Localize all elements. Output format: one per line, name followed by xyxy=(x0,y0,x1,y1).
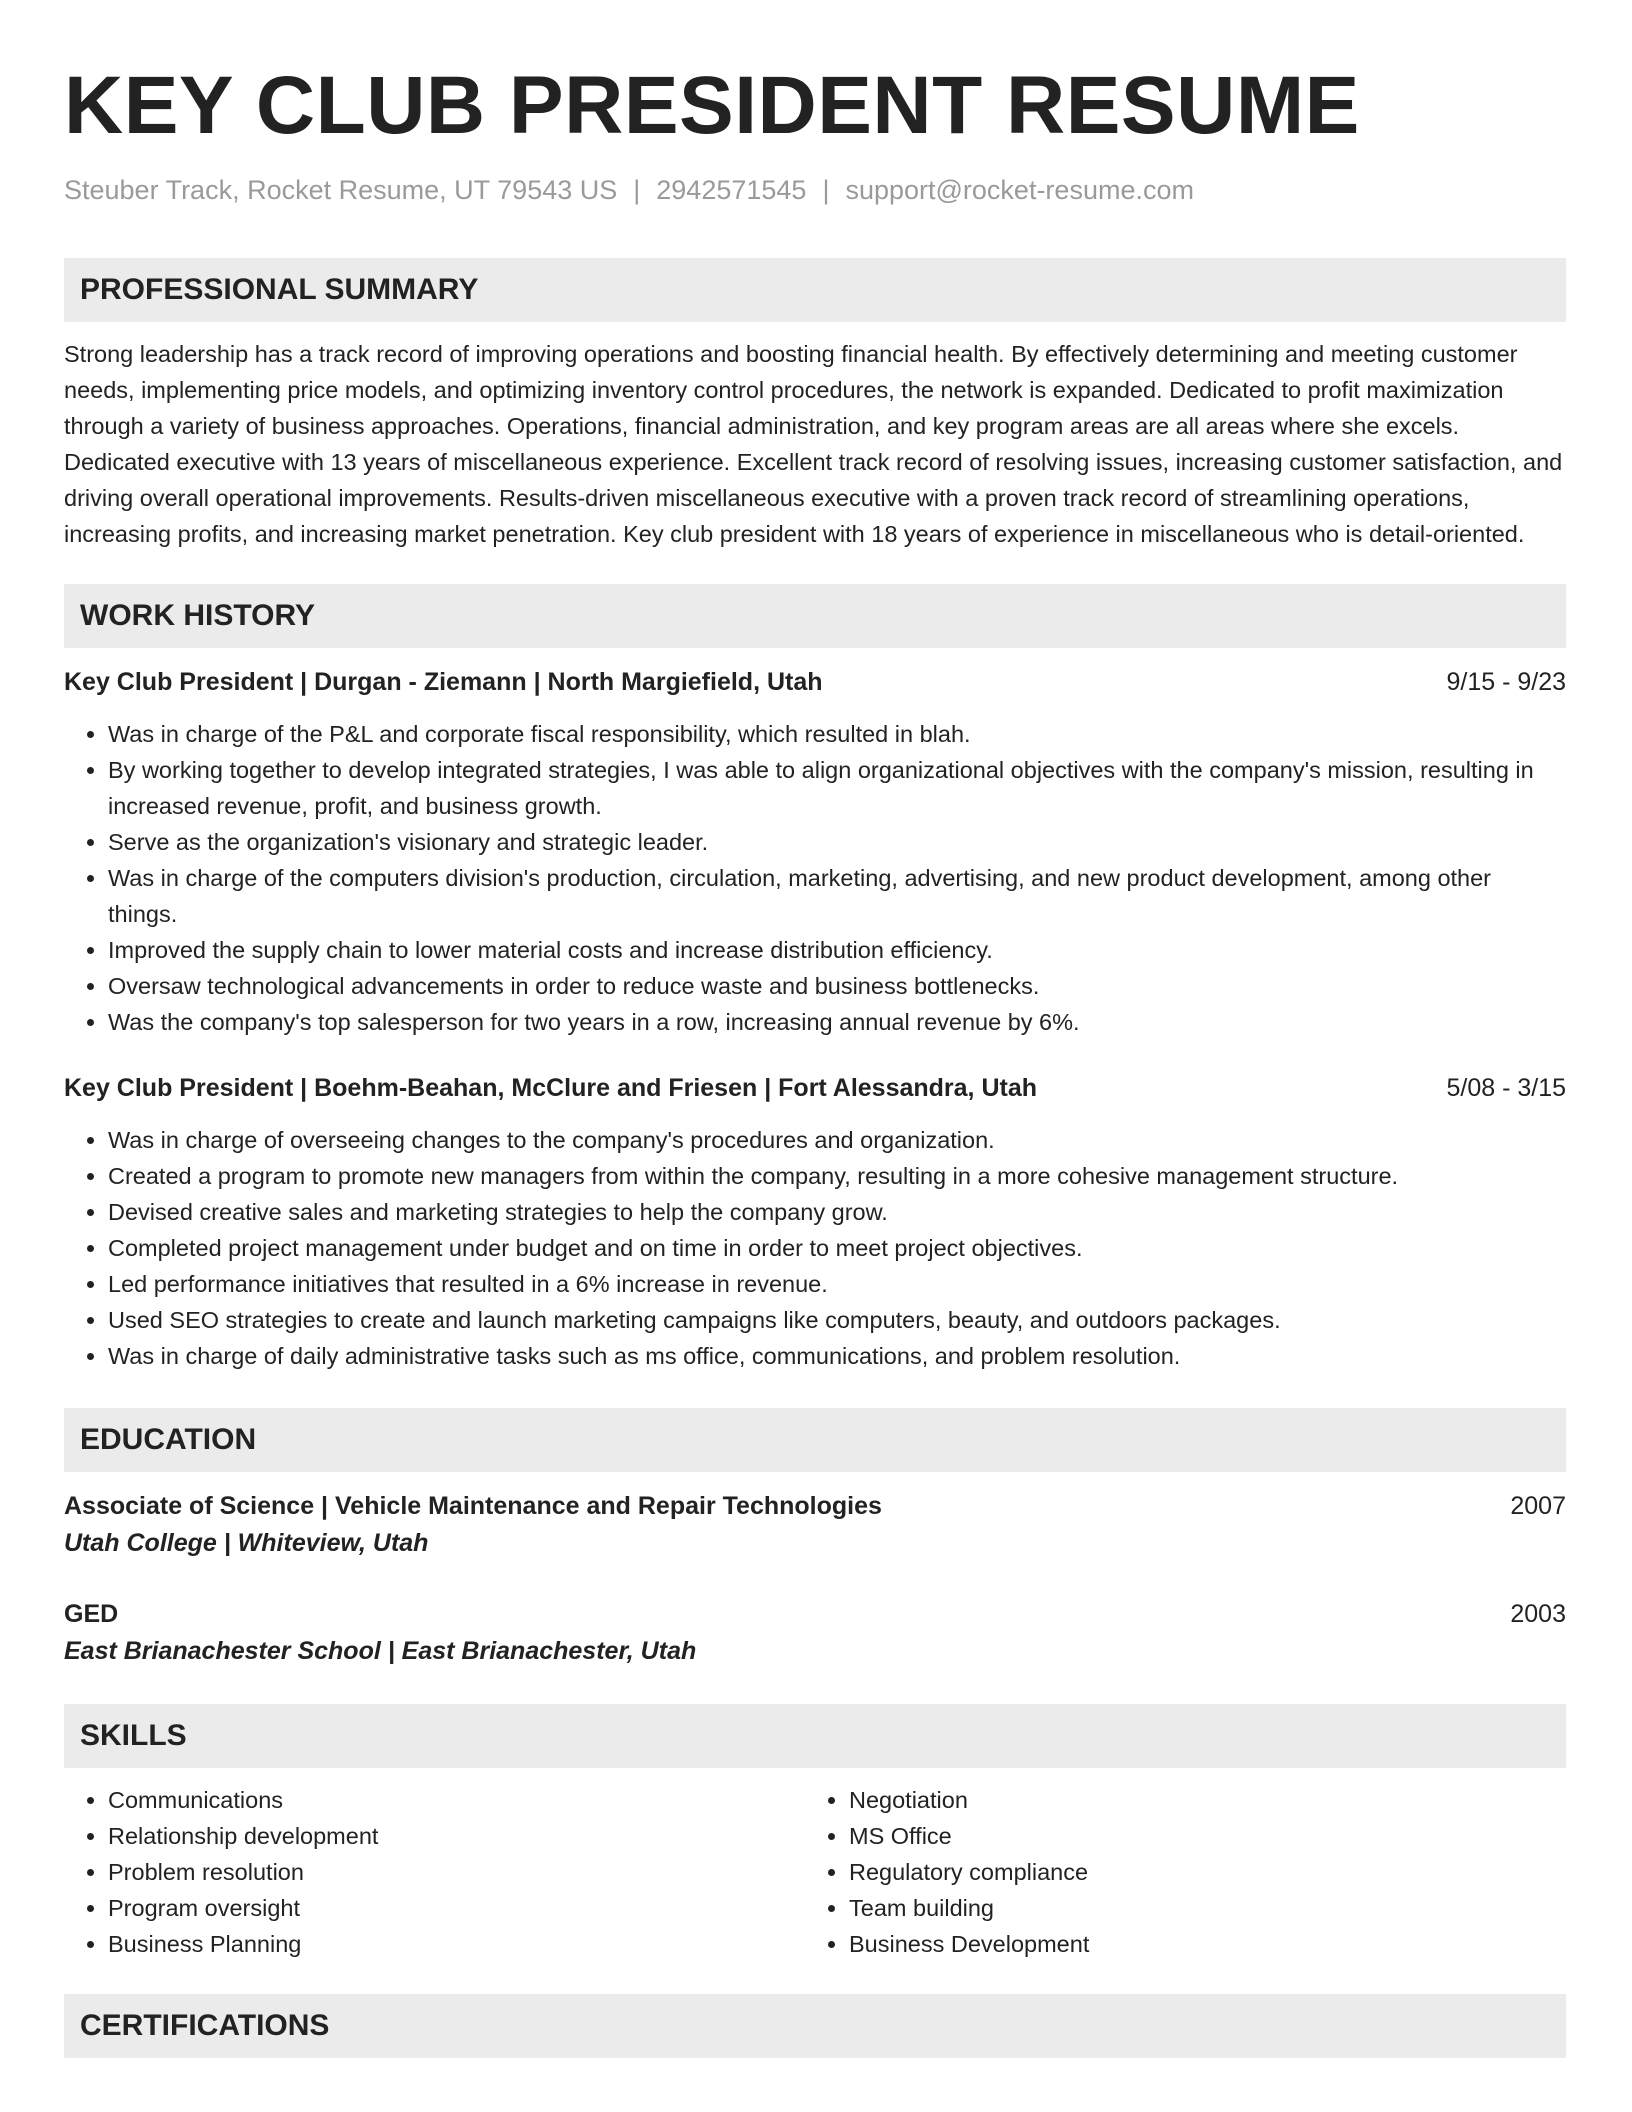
skills-column-left xyxy=(64,1782,805,1962)
job-bullet: • Devised creative sales and marketing strategies to help the company grow. xyxy=(108,1194,1566,1230)
skill-item: • Relationship development xyxy=(108,1818,805,1854)
job-entry xyxy=(64,664,1566,1040)
education-year: 2003 xyxy=(1510,1600,1566,1628)
skills-column-right xyxy=(805,1782,1546,1962)
job-dates: 9/15 - 9/23 xyxy=(1446,668,1566,696)
work-history-heading: WORK HISTORY xyxy=(64,584,1566,648)
job-bullet: • Improved the supply chain to lower material costs and increase distribution efficiency. xyxy=(108,932,1566,968)
contact-separator: | xyxy=(822,175,830,205)
summary-heading: PROFESSIONAL SUMMARY xyxy=(64,258,1566,322)
contact-address: Steuber Track, Rocket Resume, UT 79543 US xyxy=(64,175,618,205)
education-entry xyxy=(64,1596,1566,1670)
job-bullet: • Completed project management under budget and on time in order to meet project objectives. xyxy=(108,1230,1566,1266)
job-bullet: • Used SEO strategies to create and launch marketing campaigns like computers, beauty, and outdoors packages. xyxy=(108,1302,1566,1338)
education-school: Utah College | Whiteview, Utah xyxy=(64,1529,429,1557)
education-degree: GED xyxy=(64,1600,119,1628)
summary-text: Strong leadership has a track record of improving operations and boosting financial health. By effectively determining and meeting customer needs, implementing price models, and optimizing inventory control procedures, the network is expanded. Dedicated to profit maximization through a variety of business approaches. Operations, financial administration, and key program areas are all areas where she excels. Dedicated executive with 13 years of miscellaneous experience. Excellent track record of resolving issues, increasing customer satisfaction, and driving overall operational improvements. Results-driven miscellaneous executive with a proven track record of streamlining operations, increasing profits, and increasing market penetration. Key club president with 18 years of experience in miscellaneous who is detail-oriented. xyxy=(64,341,1563,547)
contact-separator: | xyxy=(633,175,641,205)
resume-page xyxy=(64,0,1566,2058)
job-bullet: • Was in charge of daily administrative tasks such as ms office, communications, and problem resolution. xyxy=(108,1338,1566,1374)
contact-line xyxy=(64,174,1566,206)
skill-item: • Business Development xyxy=(849,1926,1546,1962)
skill-item: • MS Office xyxy=(849,1818,1546,1854)
job-header xyxy=(64,664,1566,700)
job-bullet: • Was in charge of the computers division's production, circulation, marketing, advertising, and new product development, among other things. xyxy=(108,860,1566,932)
job-bullet: • By working together to develop integrated strategies, I was able to align organizational objectives with the company's mission, resulting in increased revenue, profit, and business growth. xyxy=(108,752,1566,824)
certifications-heading: CERTIFICATIONS xyxy=(64,1994,1566,2058)
job-bullet: • Was the company's top salesperson for two years in a row, increasing annual revenue by 6%. xyxy=(108,1004,1566,1040)
job-bullet: • Was in charge of overseeing changes to the company's procedures and organization. xyxy=(108,1122,1566,1158)
job-title: Key Club President | Boehm-Beahan, McClure and Friesen | Fort Alessandra, Utah xyxy=(64,1074,1037,1102)
skill-item: • Business Planning xyxy=(108,1926,805,1962)
job-dates: 5/08 - 3/15 xyxy=(1446,1074,1566,1102)
job-entry xyxy=(64,1070,1566,1374)
skill-item: • Regulatory compliance xyxy=(849,1854,1546,1890)
education-header xyxy=(64,1596,1566,1632)
skills-grid xyxy=(64,1782,1566,1962)
skill-item: • Negotiation xyxy=(849,1782,1546,1818)
education-year: 2007 xyxy=(1510,1492,1566,1520)
skills-heading: SKILLS xyxy=(64,1704,1566,1768)
education-degree: Associate of Science | Vehicle Maintenance and Repair Technologies xyxy=(64,1492,882,1520)
job-header xyxy=(64,1070,1566,1106)
education-school: East Brianachester School | East Brianachester, Utah xyxy=(64,1637,697,1665)
contact-email: support@rocket-resume.com xyxy=(845,175,1194,205)
job-bullet: • Was in charge of the P&L and corporate fiscal responsibility, which resulted in blah. xyxy=(108,716,1566,752)
job-bullet: • Created a program to promote new managers from within the company, resulting in a more cohesive management structure. xyxy=(108,1158,1566,1194)
skill-item: • Communications xyxy=(108,1782,805,1818)
job-bullets xyxy=(64,716,1566,1040)
job-bullet: • Oversaw technological advancements in order to reduce waste and business bottlenecks. xyxy=(108,968,1566,1004)
contact-phone: 2942571545 xyxy=(656,175,807,205)
education-entry xyxy=(64,1488,1566,1562)
resume-title: KEY CLUB PRESIDENT RESUME xyxy=(64,60,1360,151)
skill-item: • Problem resolution xyxy=(108,1854,805,1890)
skill-item: • Team building xyxy=(849,1890,1546,1926)
job-bullets xyxy=(64,1122,1566,1374)
job-bullet: • Led performance initiatives that resulted in a 6% increase in revenue. xyxy=(108,1266,1566,1302)
skill-item: • Program oversight xyxy=(108,1890,805,1926)
job-bullet: • Serve as the organization's visionary and strategic leader. xyxy=(108,824,1566,860)
education-header xyxy=(64,1488,1566,1524)
job-title: Key Club President | Durgan - Ziemann | North Margiefield, Utah xyxy=(64,668,823,696)
education-heading: EDUCATION xyxy=(64,1408,1566,1472)
